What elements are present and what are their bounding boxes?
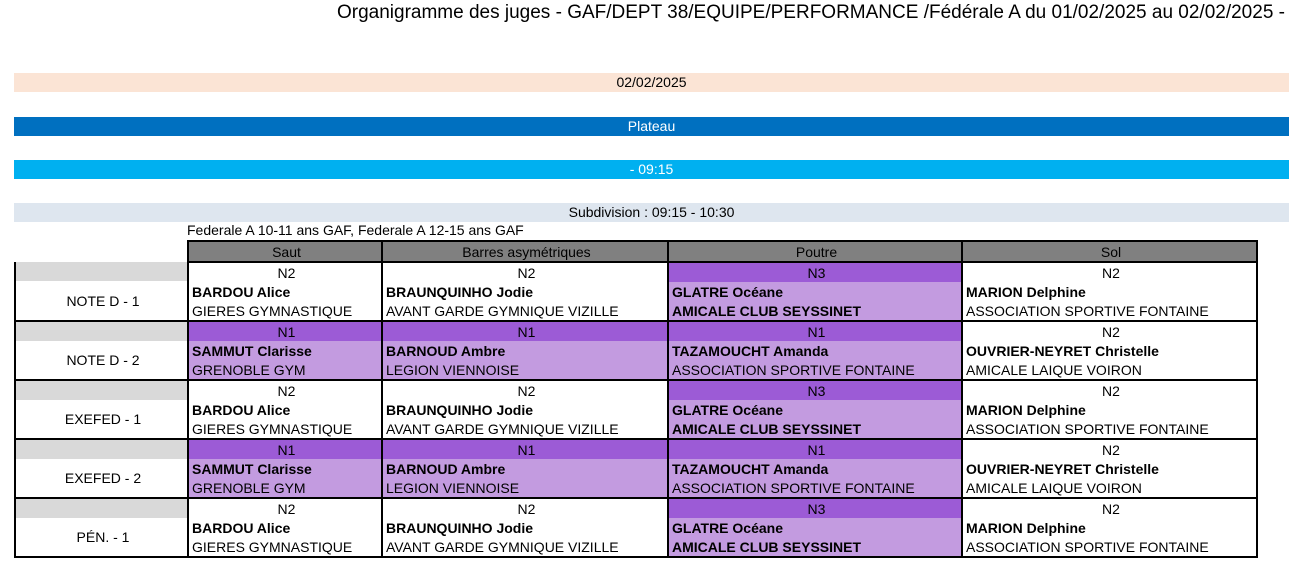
judge-name-sol: OUVRIER-NEYRET Christelle (962, 341, 1257, 360)
judge-club-row (15, 360, 1257, 380)
categories-label: Federale A 10-11 ans GAF, Federale A 12-15 ans GAF (187, 222, 524, 238)
judge-name-sol: MARION Delphine (962, 282, 1257, 301)
time-band: - 09:15 (14, 160, 1289, 179)
plateau-band: Plateau (14, 117, 1289, 136)
judge-name-sol: MARION Delphine (962, 400, 1257, 419)
judge-club-saut: GIERES GYMNASTIQUE (188, 301, 382, 321)
judge-name-barres: BARNOUD Ambre (382, 459, 668, 478)
judge-name-saut: BARDOU Alice (188, 518, 382, 537)
judge-level-barres: N2 (382, 262, 668, 282)
judge-club-saut: GRENOBLE GYM (188, 360, 382, 380)
subdivision-band: Subdivision : 09:15 - 10:30 (14, 203, 1289, 222)
judge-name-poutre: GLATRE Océane (668, 518, 962, 537)
apparatus-header-barres: Barres asymétriques (382, 241, 668, 262)
judge-level-row (15, 321, 1257, 341)
judge-level-saut: N1 (188, 321, 382, 341)
apparatus-header-sol: Sol (962, 241, 1257, 262)
judge-club-poutre: ASSOCIATION SPORTIVE FONTAINE (668, 478, 962, 498)
judge-level-row (15, 439, 1257, 459)
judge-name-sol: MARION Delphine (962, 518, 1257, 537)
judge-club-barres: AVANT GARDE GYMNIQUE VIZILLE (382, 537, 668, 557)
apparatus-header-poutre: Poutre (668, 241, 962, 262)
judge-club-barres: AVANT GARDE GYMNIQUE VIZILLE (382, 301, 668, 321)
apparatus-header-saut: Saut (188, 241, 382, 262)
judge-level-poutre: N3 (668, 498, 962, 518)
judge-name-sol: OUVRIER-NEYRET Christelle (962, 459, 1257, 478)
judge-level-row (15, 498, 1257, 518)
judge-club-sol: ASSOCIATION SPORTIVE FONTAINE (962, 537, 1257, 557)
role-label: NOTE D - 1 (15, 262, 188, 321)
judge-name-row (15, 518, 1257, 537)
judge-club-row (15, 537, 1257, 557)
judge-level-sol: N2 (962, 321, 1257, 341)
judge-level-saut: N2 (188, 380, 382, 400)
judge-club-poutre: AMICALE CLUB SEYSSINET (668, 419, 962, 439)
judge-name-row (15, 282, 1257, 301)
judge-name-saut: BARDOU Alice (188, 282, 382, 301)
judge-club-sol: ASSOCIATION SPORTIVE FONTAINE (962, 419, 1257, 439)
judge-club-sol: ASSOCIATION SPORTIVE FONTAINE (962, 301, 1257, 321)
judge-club-sol: AMICALE LAIQUE VOIRON (962, 478, 1257, 498)
judge-level-sol: N2 (962, 498, 1257, 518)
judge-name-poutre: TAZAMOUCHT Amanda (668, 341, 962, 360)
judge-level-row (15, 262, 1257, 282)
role-label: EXEFED - 2 (15, 439, 188, 498)
judge-name-saut: SAMMUT Clarisse (188, 341, 382, 360)
judge-level-barres: N2 (382, 380, 668, 400)
date-band: 02/02/2025 (14, 73, 1289, 92)
role-label: NOTE D - 2 (15, 321, 188, 380)
judge-level-poutre: N1 (668, 321, 962, 341)
judge-name-saut: SAMMUT Clarisse (188, 459, 382, 478)
judge-name-barres: BRAUNQUINHO Jodie (382, 282, 668, 301)
judge-name-saut: BARDOU Alice (188, 400, 382, 419)
judge-club-saut: GIERES GYMNASTIQUE (188, 537, 382, 557)
judge-club-barres: LEGION VIENNOISE (382, 360, 668, 380)
judge-name-barres: BRAUNQUINHO Jodie (382, 518, 668, 537)
judge-level-sol: N2 (962, 380, 1257, 400)
page-title: Organigramme des juges - GAF/DEPT 38/EQUIPE/PERFORMANCE /Fédérale A du 01/02/2025 au 02/02/2025 - (336, 2, 1285, 23)
judge-club-row (15, 478, 1257, 498)
judge-level-barres: N2 (382, 498, 668, 518)
judge-name-barres: BRAUNQUINHO Jodie (382, 400, 668, 419)
judge-level-poutre: N1 (668, 439, 962, 459)
judge-level-sol: N2 (962, 262, 1257, 282)
role-label: PÉN. - 1 (15, 498, 188, 557)
judge-name-barres: BARNOUD Ambre (382, 341, 668, 360)
judge-club-saut: GRENOBLE GYM (188, 478, 382, 498)
judge-level-row (15, 380, 1257, 400)
judge-name-poutre: GLATRE Océane (668, 282, 962, 301)
judge-club-poutre: AMICALE CLUB SEYSSINET (668, 537, 962, 557)
judge-name-row (15, 459, 1257, 478)
judge-level-saut: N2 (188, 498, 382, 518)
role-label: EXEFED - 1 (15, 380, 188, 439)
judge-name-row (15, 400, 1257, 419)
judge-name-poutre: GLATRE Océane (668, 400, 962, 419)
judge-name-row (15, 341, 1257, 360)
header-spacer (15, 241, 188, 262)
judge-level-barres: N1 (382, 321, 668, 341)
judge-level-saut: N1 (188, 439, 382, 459)
judge-level-poutre: N3 (668, 262, 962, 282)
judge-level-sol: N2 (962, 439, 1257, 459)
judge-club-saut: GIERES GYMNASTIQUE (188, 419, 382, 439)
judge-level-saut: N2 (188, 262, 382, 282)
judge-club-barres: LEGION VIENNOISE (382, 478, 668, 498)
judge-club-sol: AMICALE LAIQUE VOIRON (962, 360, 1257, 380)
judge-level-poutre: N3 (668, 380, 962, 400)
judge-club-poutre: ASSOCIATION SPORTIVE FONTAINE (668, 360, 962, 380)
judge-name-poutre: TAZAMOUCHT Amanda (668, 459, 962, 478)
judge-club-row (15, 301, 1257, 321)
judges-table (14, 240, 1258, 558)
apparatus-header-row (15, 241, 1257, 262)
judge-club-row (15, 419, 1257, 439)
judge-club-barres: AVANT GARDE GYMNIQUE VIZILLE (382, 419, 668, 439)
judge-club-poutre: AMICALE CLUB SEYSSINET (668, 301, 962, 321)
judge-level-barres: N1 (382, 439, 668, 459)
